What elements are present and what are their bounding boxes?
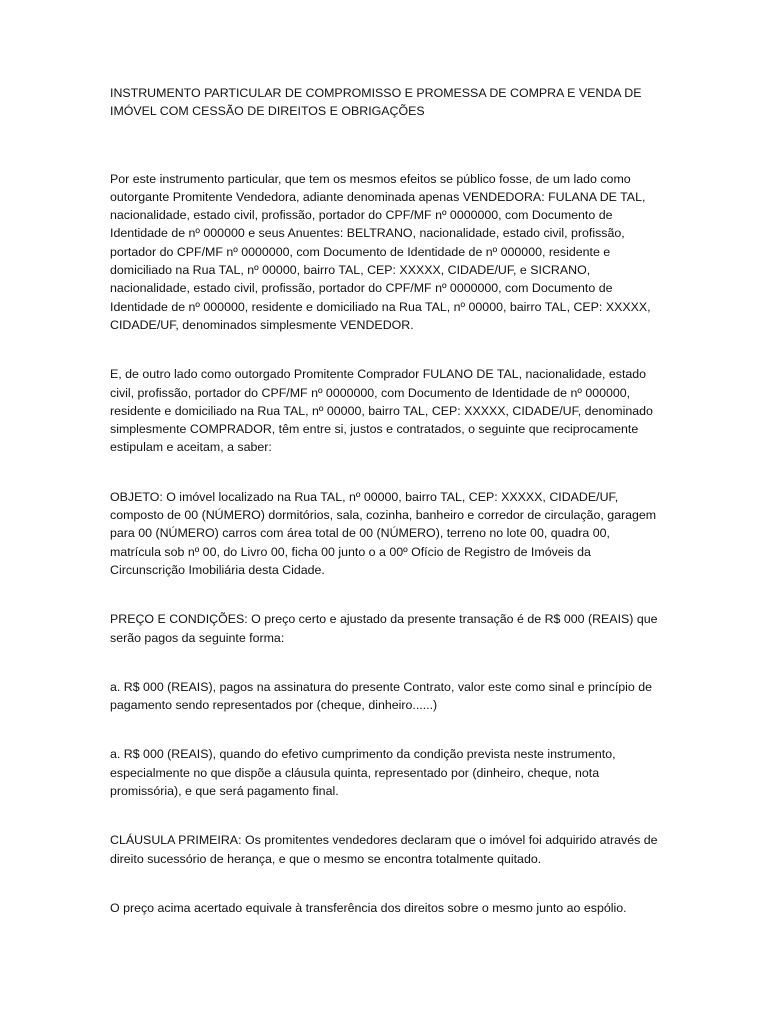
paragraph-clause-first: CLÁUSULA PRIMEIRA: Os promitentes vendedores declaram que o imóvel foi adquirido através de direito sucessório de herança, e que o mesmo se encontra totalmente quitado.: [110, 833, 658, 866]
document-body: [110, 84, 658, 948]
paragraph-price-equivalence: O preço acima acertado equivale à transferência dos direitos sobre o mesmo junto ao espólio.: [110, 900, 627, 915]
paragraph-parties-buyer: E, de outro lado como outorgado Promitente Comprador FULANO DE TAL, nacionalidade, estado civil, profissão, portador do CPF/MF nº 0000000, com Documento de Identidade de nº 000000, residente e domiciliado na Rua TAL, nº 00000, bairro TAL, CEP: XXXXX, CIDADE/UF, denominado simplesmente COMPRADOR, têm entre si, justos e contratados, o seguinte que reciprocamente estipulam e aceitam, a saber:: [110, 367, 653, 455]
paragraph-price-conditions: PREÇO E CONDIÇÕES: O preço certo e ajustado da presente transação é de R$ 000 (REAIS) que serão pagos da seguinte forma:: [110, 612, 658, 645]
paragraph-object: OBJETO: O imóvel localizado na Rua TAL, nº 00000, bairro TAL, CEP: XXXXX, CIDADE/UF, composto de 00 (NÚMERO) dormitórios, sala, cozinha, banheiro e corredor de circulação, garagem para 00 (NÚMERO) carros com área total de 00 (NÚMERO), terreno no lote 00, quadra 00, matrícula sob nº 00, do Livro 00, ficha 00 junto o a 00º Ofício de Registro de Imóveis da Circunscrição Imobiliária desta Cidade.: [110, 489, 657, 577]
paragraph-parties-seller: Por este instrumento particular, que tem os mesmos efeitos se público fosse, de um lado como outorgante Promitente Vendedora, adiante denominada apenas VENDEDORA: FULANA DE TAL, nacionalidade, estado civil, profissão, portador do CPF/MF nº 0000000, com Documento de Identidade de nº 000000 e seus Anuentes: BELTRANO, nacionalidade, estado civil, profissão, portador do CPF/MF nº 0000000, com Documento de Identidade de nº 000000, residente e domiciliado na Rua TAL, nº 00000, bairro TAL, CEP: XXXXX, CIDADE/UF, e SICRANO, nacionalidade, estado civil, profissão, portador do CPF/MF nº 0000000, com Documento de Identidade de nº 000000, residente e domiciliado na Rua TAL, nº 00000, bairro TAL, CEP: XXXXX, CIDADE/UF, denominados simplesmente VENDEDOR.: [110, 171, 651, 332]
document-title: INSTRUMENTO PARTICULAR DE COMPROMISSO E PROMESSA DE COMPRA E VENDA DE IMÓVEL COM CESSÃO DE DIREITOS E OBRIGAÇÕES: [110, 86, 642, 119]
paragraph-payment-signal: a. R$ 000 (REAIS), pagos na assinatura do presente Contrato, valor este como sinal e princípio de pagamento sendo representados por (cheque, dinheiro......): [110, 679, 653, 713]
paragraph-payment-final: a. R$ 000 (REAIS), quando do efetivo cumprimento da condição prevista neste instrumento, especialmente no que dispõe a cláusula quinta, representado por (dinheiro, cheque, nota promissória), e que será pagamento final.: [110, 747, 616, 799]
